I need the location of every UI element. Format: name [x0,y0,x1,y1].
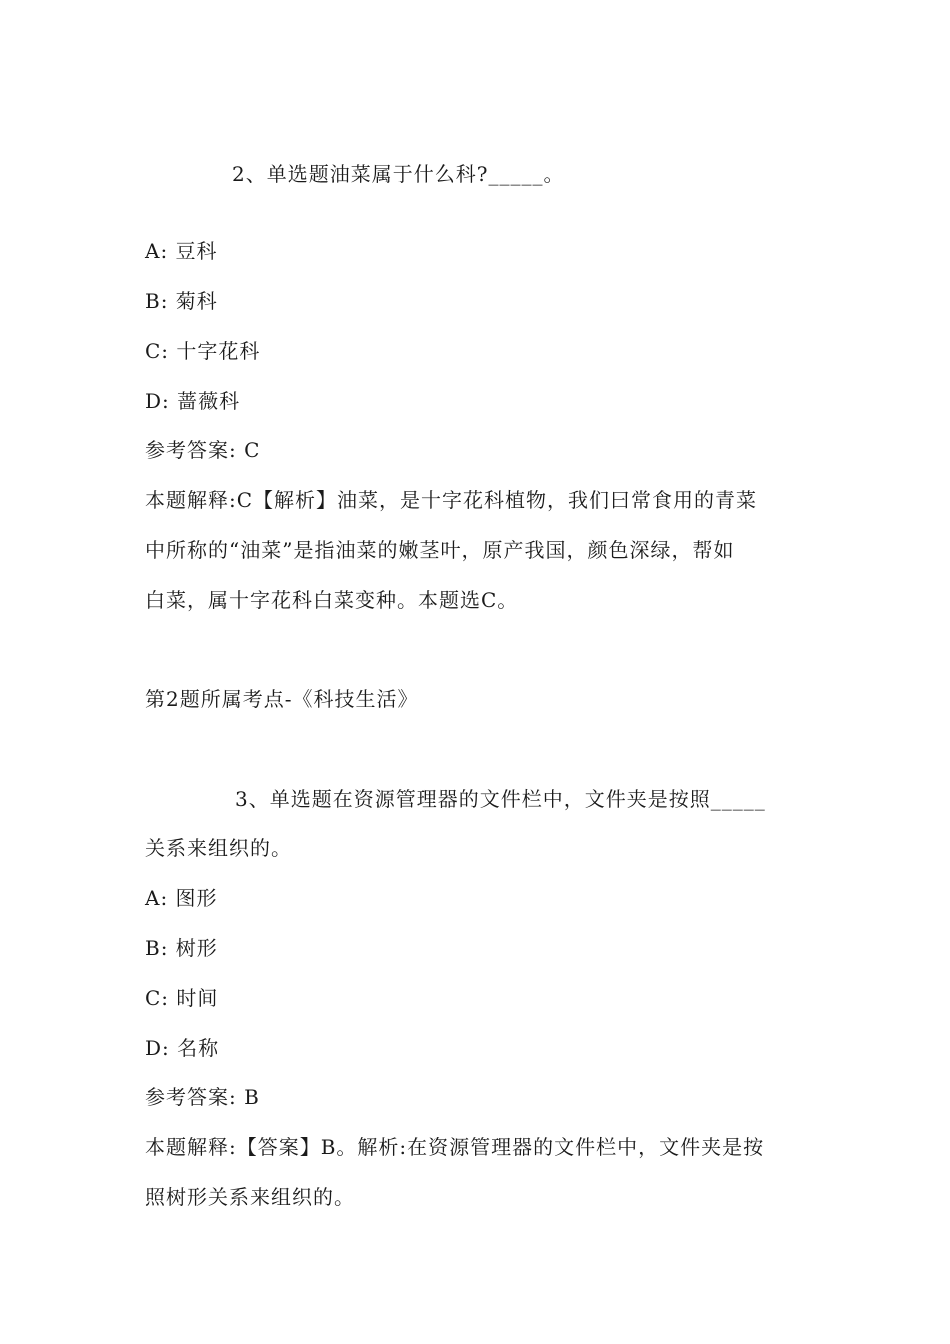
question-2-explanation-line-3: 白菜，属十字花科白菜变种。本题选C。 [145,588,519,612]
question-2-option-a: A: 豆科 [145,239,218,263]
question-2-answer: 参考答案: C [145,438,261,462]
question-3-option-b: B: 树形 [145,936,218,960]
question-3-option-c: C: 时间 [145,986,219,1010]
question-2-option-d: D: 蔷薇科 [145,389,241,413]
question-2-explanation-line-2: 中所称的“油菜”是指油菜的嫩茎叶，原产我国，颜色深绿，帮如 [145,538,735,562]
question-3-explanation-line-1: 本题解释:【答案】B。解析:在资源管理器的文件栏中，文件夹是按 [145,1135,765,1159]
question-3-answer: 参考答案: B [145,1085,260,1109]
question-3-stem-line-1: 3、单选题在资源管理器的文件栏中，文件夹是按照_____ [235,787,766,811]
question-2-stem: 2、单选题油菜属于什么科?_____。 [232,162,565,186]
question-2-explanation-line-1: 本题解释:C【解析】油菜，是十字花科植物，我们曰常食用的青菜 [145,488,758,512]
question-3-explanation-line-2: 照树形关系来组织的。 [145,1185,355,1209]
question-3-stem-line-2: 关系来组织的。 [145,836,292,860]
question-2-topic: 第2题所属考点-《科技生活》 [145,687,419,711]
question-2-option-c: C: 十字花科 [145,339,261,363]
question-2-option-b: B: 菊科 [145,289,218,313]
question-3-option-a: A: 图形 [145,886,218,910]
question-3-option-d: D: 名称 [145,1036,220,1060]
